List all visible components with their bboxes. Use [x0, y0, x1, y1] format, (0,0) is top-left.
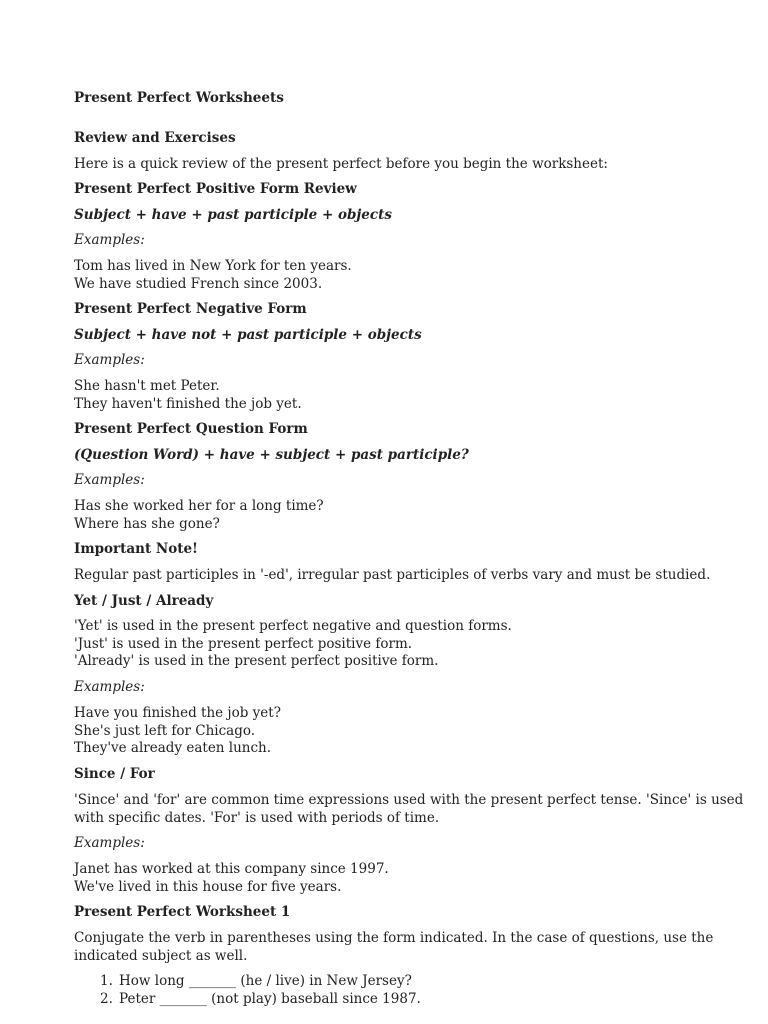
item-text: Peter _______ (not play) baseball since 1987.	[119, 991, 421, 1007]
negative-examples	[74, 378, 302, 413]
since-for-text	[74, 792, 743, 827]
example-line: They haven't finished the job yet.	[74, 395, 302, 412]
question-examples	[74, 498, 324, 533]
worksheet1-heading: Present Perfect Worksheet 1	[74, 904, 291, 920]
yet-just-already-rules	[74, 618, 512, 671]
question-examples-label: Examples:	[74, 472, 145, 488]
rule-line: 'Just' is used in the present perfect positive form.	[74, 635, 413, 652]
example-line: Has she worked her for a long time?	[74, 498, 324, 514]
instruction-line: Conjugate the verb in parentheses using the form indicated. In the case of questions, use the	[74, 930, 714, 946]
example-line: We've lived in this house for five years.	[74, 878, 342, 895]
example-line: Have you finished the job yet?	[74, 705, 281, 721]
review-heading: Review and Exercises	[74, 130, 236, 146]
positive-examples	[74, 258, 352, 293]
rule-line: 'Yet' is used in the present perfect negative and question forms.	[74, 618, 512, 634]
example-line: They've already eaten lunch.	[74, 740, 272, 756]
question-heading: Present Perfect Question Form	[74, 421, 308, 437]
since-for-examples	[74, 861, 389, 896]
item-number: 1.	[100, 973, 113, 989]
negative-examples-label: Examples:	[74, 352, 145, 368]
exercise-item-1	[74, 973, 674, 991]
example-line: Janet has worked at this company since 1997.	[74, 861, 389, 877]
instruction-line: indicated subject as well.	[74, 947, 248, 964]
item-number: 2.	[100, 991, 113, 1007]
example-line: Where has she gone?	[74, 515, 220, 532]
document-title: Present Perfect Worksheets	[74, 90, 284, 106]
yet-just-already-heading: Yet / Just / Already	[74, 593, 214, 609]
worksheet1-instructions	[74, 930, 713, 965]
intro-text: Here is a quick review of the present perfect before you begin the worksheet:	[74, 156, 608, 172]
text-line: with specific dates. 'For' is used with periods of time.	[74, 809, 440, 826]
exercise-item-2	[74, 991, 674, 1009]
example-line: We have studied French since 2003.	[74, 275, 323, 292]
negative-formula: Subject + have not + past participle + objects	[74, 327, 422, 343]
rule-line: 'Already' is used in the present perfect positive form.	[74, 653, 439, 669]
positive-heading: Present Perfect Positive Form Review	[74, 181, 357, 197]
yet-just-already-examples	[74, 705, 281, 758]
note-text: Regular past participles in '-ed', irregular past participles of verbs vary and must be studied.	[74, 567, 711, 583]
positive-examples-label: Examples:	[74, 232, 145, 248]
since-for-heading: Since / For	[74, 766, 155, 782]
positive-formula: Subject + have + past participle + objects	[74, 207, 392, 223]
example-line: She's just left for Chicago.	[74, 722, 256, 739]
yet-just-already-examples-label: Examples:	[74, 679, 145, 695]
negative-heading: Present Perfect Negative Form	[74, 301, 307, 317]
note-heading: Important Note!	[74, 541, 198, 557]
question-formula: (Question Word) + have + subject + past participle?	[74, 447, 469, 463]
item-text: How long _______ (he / live) in New Jersey?	[119, 973, 412, 989]
example-line: Tom has lived in New York for ten years.	[74, 258, 352, 274]
text-line: 'Since' and 'for' are common time expressions used with the present perfect tense. 'Since' is used	[74, 792, 744, 808]
since-for-examples-label: Examples:	[74, 835, 145, 851]
example-line: She hasn't met Peter.	[74, 378, 220, 394]
